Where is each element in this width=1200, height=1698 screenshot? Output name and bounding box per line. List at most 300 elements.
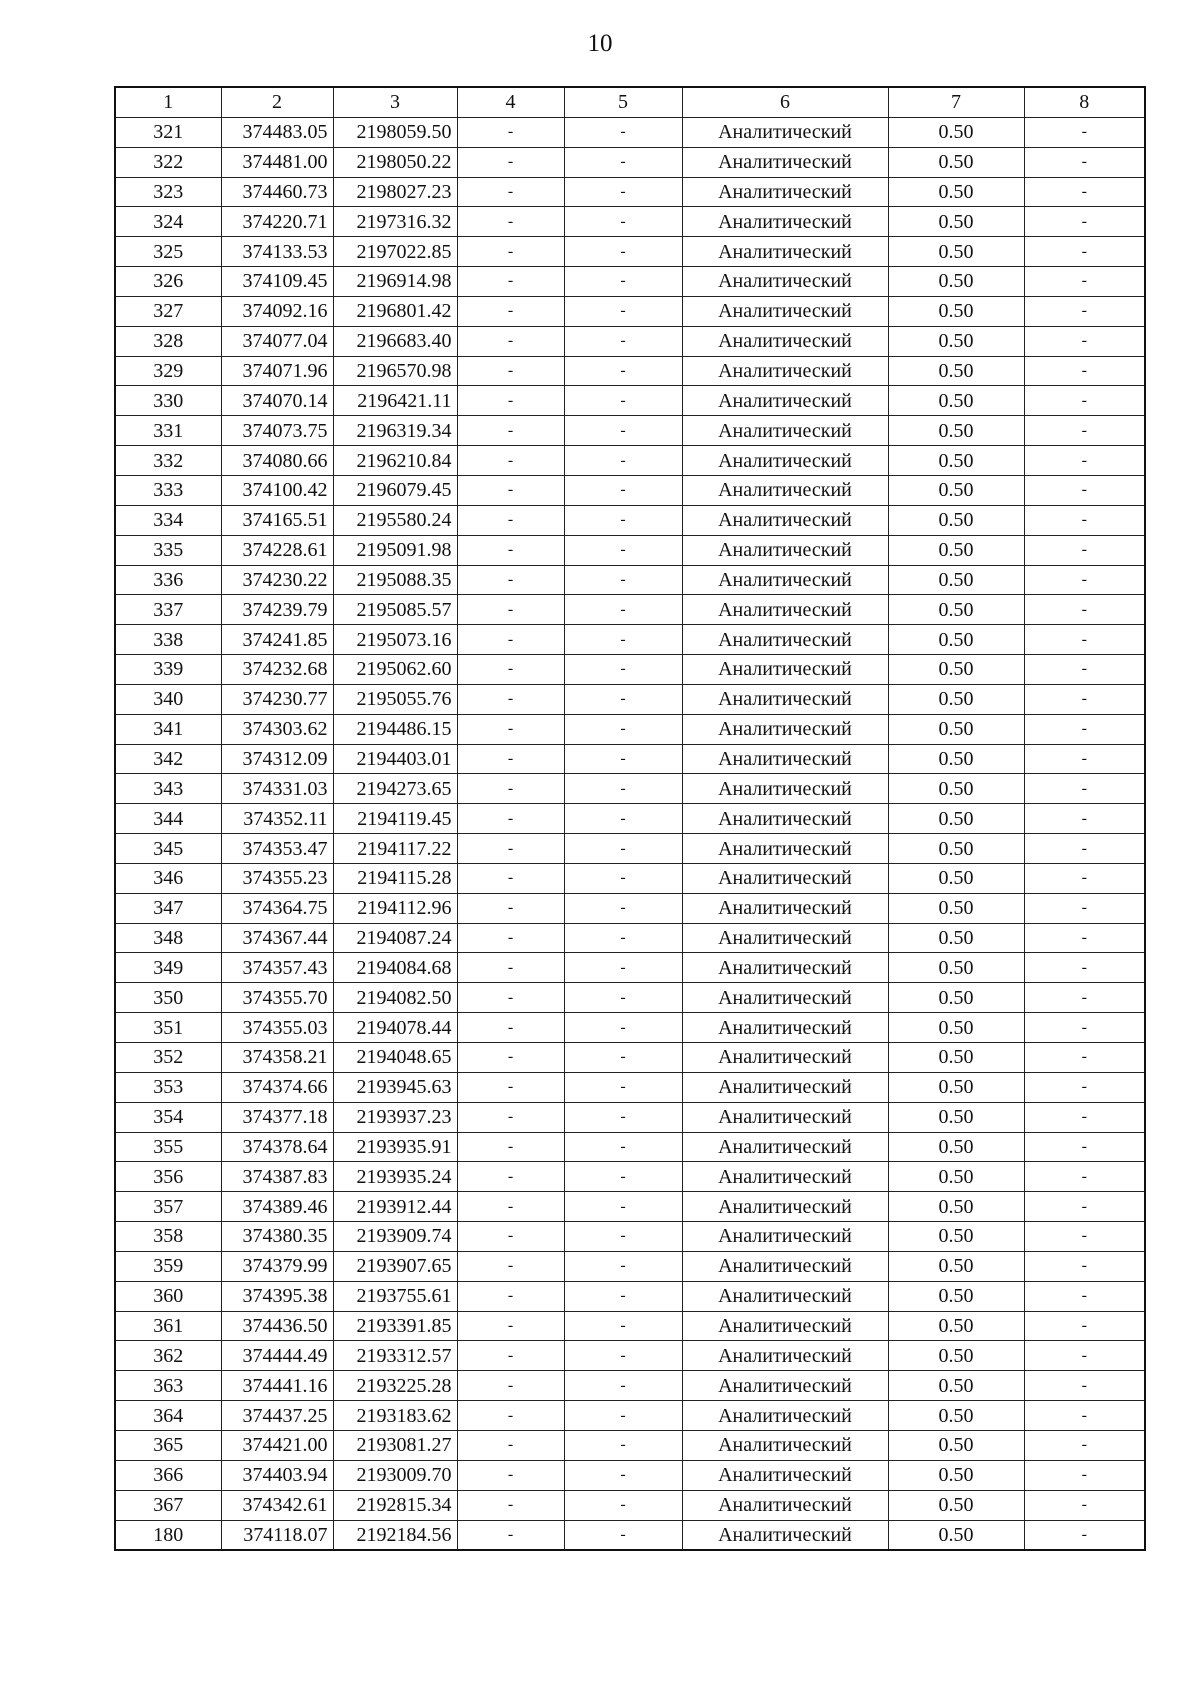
coord-x-cell: 374228.61 xyxy=(221,535,333,565)
accuracy-cell: 0.50 xyxy=(888,834,1024,864)
col-5-value-cell: - xyxy=(564,475,682,505)
point-number-cell: 349 xyxy=(115,953,221,983)
col-5-value-cell: - xyxy=(564,774,682,804)
table-row xyxy=(115,1072,1145,1102)
coord-x-cell: 374241.85 xyxy=(221,625,333,655)
point-number-cell: 346 xyxy=(115,863,221,893)
col-4-value-cell: - xyxy=(457,1192,564,1222)
accuracy-cell: 0.50 xyxy=(888,655,1024,685)
point-number-cell: 337 xyxy=(115,595,221,625)
accuracy-cell: 0.50 xyxy=(888,1013,1024,1043)
table-row xyxy=(115,1251,1145,1281)
table-row xyxy=(115,714,1145,744)
table-row xyxy=(115,1192,1145,1222)
col-4-value-cell: - xyxy=(457,356,564,386)
accuracy-cell: 0.50 xyxy=(888,774,1024,804)
method-cell: Аналитический xyxy=(682,953,888,983)
point-number-cell: 335 xyxy=(115,535,221,565)
column-header-5: 5 xyxy=(564,87,682,117)
col-4-value-cell: - xyxy=(457,475,564,505)
col-8-value-cell: - xyxy=(1024,535,1145,565)
point-number-cell: 357 xyxy=(115,1192,221,1222)
col-8-value-cell: - xyxy=(1024,446,1145,476)
coord-x-cell: 374165.51 xyxy=(221,505,333,535)
table-row xyxy=(115,1222,1145,1252)
table-row xyxy=(115,535,1145,565)
col-8-value-cell: - xyxy=(1024,1341,1145,1371)
col-5-value-cell: - xyxy=(564,1043,682,1073)
coord-x-cell: 374355.70 xyxy=(221,983,333,1013)
col-8-value-cell: - xyxy=(1024,117,1145,147)
coord-x-cell: 374395.38 xyxy=(221,1281,333,1311)
table-row xyxy=(115,834,1145,864)
col-5-value-cell: - xyxy=(564,834,682,864)
col-5-value-cell: - xyxy=(564,655,682,685)
point-number-cell: 338 xyxy=(115,625,221,655)
col-8-value-cell: - xyxy=(1024,1460,1145,1490)
col-5-value-cell: - xyxy=(564,505,682,535)
accuracy-cell: 0.50 xyxy=(888,714,1024,744)
table-row xyxy=(115,1132,1145,1162)
col-8-value-cell: - xyxy=(1024,1072,1145,1102)
coord-x-cell: 374421.00 xyxy=(221,1430,333,1460)
col-5-value-cell: - xyxy=(564,207,682,237)
table-row xyxy=(115,1371,1145,1401)
point-number-cell: 333 xyxy=(115,475,221,505)
col-4-value-cell: - xyxy=(457,1341,564,1371)
col-4-value-cell: - xyxy=(457,1311,564,1341)
coord-y-cell: 2194078.44 xyxy=(333,1013,457,1043)
point-number-cell: 341 xyxy=(115,714,221,744)
col-8-value-cell: - xyxy=(1024,1371,1145,1401)
column-header-8: 8 xyxy=(1024,87,1145,117)
coord-x-cell: 374387.83 xyxy=(221,1162,333,1192)
col-8-value-cell: - xyxy=(1024,923,1145,953)
method-cell: Аналитический xyxy=(682,1371,888,1401)
col-8-value-cell: - xyxy=(1024,804,1145,834)
col-5-value-cell: - xyxy=(564,1132,682,1162)
table-row xyxy=(115,207,1145,237)
accuracy-cell: 0.50 xyxy=(888,1371,1024,1401)
table-row xyxy=(115,1430,1145,1460)
point-number-cell: 362 xyxy=(115,1341,221,1371)
coord-y-cell: 2197022.85 xyxy=(333,237,457,267)
coord-x-cell: 374230.22 xyxy=(221,565,333,595)
coord-x-cell: 374133.53 xyxy=(221,237,333,267)
table-row xyxy=(115,237,1145,267)
col-4-value-cell: - xyxy=(457,1043,564,1073)
col-4-value-cell: - xyxy=(457,804,564,834)
col-8-value-cell: - xyxy=(1024,1311,1145,1341)
coord-y-cell: 2198027.23 xyxy=(333,177,457,207)
coord-y-cell: 2195085.57 xyxy=(333,595,457,625)
col-5-value-cell: - xyxy=(564,177,682,207)
coord-y-cell: 2193945.63 xyxy=(333,1072,457,1102)
table-row xyxy=(115,1460,1145,1490)
col-8-value-cell: - xyxy=(1024,356,1145,386)
method-cell: Аналитический xyxy=(682,1430,888,1460)
col-8-value-cell: - xyxy=(1024,326,1145,356)
method-cell: Аналитический xyxy=(682,893,888,923)
point-number-cell: 328 xyxy=(115,326,221,356)
coord-y-cell: 2196914.98 xyxy=(333,267,457,297)
method-cell: Аналитический xyxy=(682,834,888,864)
point-number-cell: 326 xyxy=(115,267,221,297)
table-row xyxy=(115,595,1145,625)
col-5-value-cell: - xyxy=(564,1192,682,1222)
accuracy-cell: 0.50 xyxy=(888,923,1024,953)
col-5-value-cell: - xyxy=(564,1460,682,1490)
col-8-value-cell: - xyxy=(1024,1222,1145,1252)
point-number-cell: 353 xyxy=(115,1072,221,1102)
table-row xyxy=(115,1013,1145,1043)
col-4-value-cell: - xyxy=(457,714,564,744)
table-row xyxy=(115,1102,1145,1132)
point-number-cell: 330 xyxy=(115,386,221,416)
coord-x-cell: 374355.23 xyxy=(221,863,333,893)
point-number-cell: 355 xyxy=(115,1132,221,1162)
point-number-cell: 366 xyxy=(115,1460,221,1490)
table-row xyxy=(115,386,1145,416)
coord-y-cell: 2196570.98 xyxy=(333,356,457,386)
method-cell: Аналитический xyxy=(682,983,888,1013)
coord-x-cell: 374444.49 xyxy=(221,1341,333,1371)
coord-y-cell: 2194048.65 xyxy=(333,1043,457,1073)
col-5-value-cell: - xyxy=(564,267,682,297)
method-cell: Аналитический xyxy=(682,147,888,177)
col-5-value-cell: - xyxy=(564,1520,682,1550)
accuracy-cell: 0.50 xyxy=(888,953,1024,983)
point-number-cell: 339 xyxy=(115,655,221,685)
coord-x-cell: 374483.05 xyxy=(221,117,333,147)
column-header-1: 1 xyxy=(115,87,221,117)
col-8-value-cell: - xyxy=(1024,1162,1145,1192)
point-number-cell: 323 xyxy=(115,177,221,207)
col-8-value-cell: - xyxy=(1024,416,1145,446)
point-number-cell: 329 xyxy=(115,356,221,386)
col-4-value-cell: - xyxy=(457,1013,564,1043)
point-number-cell: 363 xyxy=(115,1371,221,1401)
method-cell: Аналитический xyxy=(682,505,888,535)
col-5-value-cell: - xyxy=(564,1311,682,1341)
col-8-value-cell: - xyxy=(1024,296,1145,326)
col-8-value-cell: - xyxy=(1024,893,1145,923)
col-4-value-cell: - xyxy=(457,117,564,147)
coord-x-cell: 374436.50 xyxy=(221,1311,333,1341)
col-5-value-cell: - xyxy=(564,863,682,893)
point-number-cell: 360 xyxy=(115,1281,221,1311)
coord-x-cell: 374312.09 xyxy=(221,744,333,774)
coordinates-table xyxy=(114,86,1146,1551)
method-cell: Аналитический xyxy=(682,416,888,446)
point-number-cell: 347 xyxy=(115,893,221,923)
col-4-value-cell: - xyxy=(457,207,564,237)
col-8-value-cell: - xyxy=(1024,774,1145,804)
coord-x-cell: 374071.96 xyxy=(221,356,333,386)
method-cell: Аналитический xyxy=(682,565,888,595)
col-5-value-cell: - xyxy=(564,1401,682,1431)
col-4-value-cell: - xyxy=(457,1162,564,1192)
accuracy-cell: 0.50 xyxy=(888,625,1024,655)
col-8-value-cell: - xyxy=(1024,744,1145,774)
col-4-value-cell: - xyxy=(457,953,564,983)
col-4-value-cell: - xyxy=(457,744,564,774)
col-5-value-cell: - xyxy=(564,1222,682,1252)
col-4-value-cell: - xyxy=(457,535,564,565)
col-8-value-cell: - xyxy=(1024,475,1145,505)
coord-x-cell: 374220.71 xyxy=(221,207,333,237)
col-8-value-cell: - xyxy=(1024,595,1145,625)
point-number-cell: 332 xyxy=(115,446,221,476)
col-4-value-cell: - xyxy=(457,595,564,625)
coord-x-cell: 374379.99 xyxy=(221,1251,333,1281)
coord-x-cell: 374380.35 xyxy=(221,1222,333,1252)
method-cell: Аналитический xyxy=(682,207,888,237)
coord-y-cell: 2194082.50 xyxy=(333,983,457,1013)
point-number-cell: 361 xyxy=(115,1311,221,1341)
coord-x-cell: 374374.66 xyxy=(221,1072,333,1102)
coord-y-cell: 2194119.45 xyxy=(333,804,457,834)
col-8-value-cell: - xyxy=(1024,1520,1145,1550)
col-5-value-cell: - xyxy=(564,684,682,714)
col-4-value-cell: - xyxy=(457,267,564,297)
column-header-7: 7 xyxy=(888,87,1024,117)
col-4-value-cell: - xyxy=(457,625,564,655)
point-number-cell: 359 xyxy=(115,1251,221,1281)
accuracy-cell: 0.50 xyxy=(888,804,1024,834)
col-5-value-cell: - xyxy=(564,714,682,744)
table-row xyxy=(115,117,1145,147)
coord-y-cell: 2196210.84 xyxy=(333,446,457,476)
method-cell: Аналитический xyxy=(682,475,888,505)
method-cell: Аналитический xyxy=(682,446,888,476)
table-row xyxy=(115,744,1145,774)
coord-x-cell: 374460.73 xyxy=(221,177,333,207)
col-4-value-cell: - xyxy=(457,1490,564,1520)
table-row xyxy=(115,863,1145,893)
col-5-value-cell: - xyxy=(564,744,682,774)
col-4-value-cell: - xyxy=(457,177,564,207)
coord-x-cell: 374364.75 xyxy=(221,893,333,923)
coord-y-cell: 2193391.85 xyxy=(333,1311,457,1341)
col-8-value-cell: - xyxy=(1024,1013,1145,1043)
method-cell: Аналитический xyxy=(682,1281,888,1311)
coord-y-cell: 2194486.15 xyxy=(333,714,457,744)
method-cell: Аналитический xyxy=(682,714,888,744)
column-header-2: 2 xyxy=(221,87,333,117)
point-number-cell: 367 xyxy=(115,1490,221,1520)
method-cell: Аналитический xyxy=(682,684,888,714)
accuracy-cell: 0.50 xyxy=(888,1311,1024,1341)
point-number-cell: 327 xyxy=(115,296,221,326)
accuracy-cell: 0.50 xyxy=(888,475,1024,505)
point-number-cell: 356 xyxy=(115,1162,221,1192)
method-cell: Аналитический xyxy=(682,655,888,685)
coord-y-cell: 2193935.91 xyxy=(333,1132,457,1162)
col-5-value-cell: - xyxy=(564,953,682,983)
table-row xyxy=(115,1401,1145,1431)
col-5-value-cell: - xyxy=(564,1251,682,1281)
coord-y-cell: 2195062.60 xyxy=(333,655,457,685)
col-4-value-cell: - xyxy=(457,1520,564,1550)
coord-y-cell: 2193009.70 xyxy=(333,1460,457,1490)
method-cell: Аналитический xyxy=(682,326,888,356)
col-5-value-cell: - xyxy=(564,237,682,267)
col-4-value-cell: - xyxy=(457,655,564,685)
coord-y-cell: 2195073.16 xyxy=(333,625,457,655)
accuracy-cell: 0.50 xyxy=(888,744,1024,774)
col-4-value-cell: - xyxy=(457,863,564,893)
coord-x-cell: 374367.44 xyxy=(221,923,333,953)
method-cell: Аналитический xyxy=(682,863,888,893)
method-cell: Аналитический xyxy=(682,595,888,625)
col-5-value-cell: - xyxy=(564,1162,682,1192)
coord-x-cell: 374342.61 xyxy=(221,1490,333,1520)
accuracy-cell: 0.50 xyxy=(888,237,1024,267)
col-4-value-cell: - xyxy=(457,147,564,177)
coord-y-cell: 2193937.23 xyxy=(333,1102,457,1132)
coord-x-cell: 374403.94 xyxy=(221,1460,333,1490)
method-cell: Аналитический xyxy=(682,386,888,416)
method-cell: Аналитический xyxy=(682,1132,888,1162)
accuracy-cell: 0.50 xyxy=(888,356,1024,386)
coord-y-cell: 2194087.24 xyxy=(333,923,457,953)
col-5-value-cell: - xyxy=(564,923,682,953)
col-8-value-cell: - xyxy=(1024,834,1145,864)
page-number: 10 xyxy=(587,30,613,57)
col-5-value-cell: - xyxy=(564,535,682,565)
method-cell: Аналитический xyxy=(682,1520,888,1550)
coord-y-cell: 2195055.76 xyxy=(333,684,457,714)
accuracy-cell: 0.50 xyxy=(888,1162,1024,1192)
point-number-cell: 352 xyxy=(115,1043,221,1073)
accuracy-cell: 0.50 xyxy=(888,893,1024,923)
point-number-cell: 322 xyxy=(115,147,221,177)
method-cell: Аналитический xyxy=(682,804,888,834)
accuracy-cell: 0.50 xyxy=(888,1281,1024,1311)
method-cell: Аналитический xyxy=(682,1311,888,1341)
method-cell: Аналитический xyxy=(682,1162,888,1192)
method-cell: Аналитический xyxy=(682,1102,888,1132)
coord-y-cell: 2195091.98 xyxy=(333,535,457,565)
accuracy-cell: 0.50 xyxy=(888,983,1024,1013)
table-row xyxy=(115,684,1145,714)
col-8-value-cell: - xyxy=(1024,983,1145,1013)
table-row xyxy=(115,923,1145,953)
method-cell: Аналитический xyxy=(682,535,888,565)
col-8-value-cell: - xyxy=(1024,386,1145,416)
coord-x-cell: 374100.42 xyxy=(221,475,333,505)
point-number-cell: 364 xyxy=(115,1401,221,1431)
col-4-value-cell: - xyxy=(457,505,564,535)
table-row xyxy=(115,1520,1145,1550)
point-number-cell: 354 xyxy=(115,1102,221,1132)
col-4-value-cell: - xyxy=(457,1251,564,1281)
col-4-value-cell: - xyxy=(457,386,564,416)
col-4-value-cell: - xyxy=(457,834,564,864)
coord-x-cell: 374073.75 xyxy=(221,416,333,446)
col-8-value-cell: - xyxy=(1024,237,1145,267)
method-cell: Аналитический xyxy=(682,774,888,804)
point-number-cell: 348 xyxy=(115,923,221,953)
column-header-6: 6 xyxy=(682,87,888,117)
coord-x-cell: 374080.66 xyxy=(221,446,333,476)
col-4-value-cell: - xyxy=(457,1430,564,1460)
accuracy-cell: 0.50 xyxy=(888,177,1024,207)
coord-x-cell: 374118.07 xyxy=(221,1520,333,1550)
table-row xyxy=(115,774,1145,804)
coord-x-cell: 374230.77 xyxy=(221,684,333,714)
accuracy-cell: 0.50 xyxy=(888,1520,1024,1550)
col-8-value-cell: - xyxy=(1024,625,1145,655)
column-header-4: 4 xyxy=(457,87,564,117)
col-8-value-cell: - xyxy=(1024,505,1145,535)
col-4-value-cell: - xyxy=(457,983,564,1013)
method-cell: Аналитический xyxy=(682,923,888,953)
col-8-value-cell: - xyxy=(1024,177,1145,207)
coord-x-cell: 374232.68 xyxy=(221,655,333,685)
col-5-value-cell: - xyxy=(564,1371,682,1401)
coord-x-cell: 374239.79 xyxy=(221,595,333,625)
col-5-value-cell: - xyxy=(564,893,682,923)
col-4-value-cell: - xyxy=(457,565,564,595)
coord-x-cell: 374077.04 xyxy=(221,326,333,356)
accuracy-cell: 0.50 xyxy=(888,1222,1024,1252)
table-row xyxy=(115,475,1145,505)
table-row xyxy=(115,655,1145,685)
method-cell: Аналитический xyxy=(682,744,888,774)
accuracy-cell: 0.50 xyxy=(888,1430,1024,1460)
col-8-value-cell: - xyxy=(1024,714,1145,744)
method-cell: Аналитический xyxy=(682,1490,888,1520)
table-row xyxy=(115,1162,1145,1192)
coord-y-cell: 2196319.34 xyxy=(333,416,457,446)
coord-x-cell: 374481.00 xyxy=(221,147,333,177)
point-number-cell: 351 xyxy=(115,1013,221,1043)
col-4-value-cell: - xyxy=(457,326,564,356)
accuracy-cell: 0.50 xyxy=(888,1460,1024,1490)
table-row xyxy=(115,505,1145,535)
accuracy-cell: 0.50 xyxy=(888,863,1024,893)
accuracy-cell: 0.50 xyxy=(888,1341,1024,1371)
col-8-value-cell: - xyxy=(1024,655,1145,685)
coord-x-cell: 374070.14 xyxy=(221,386,333,416)
col-8-value-cell: - xyxy=(1024,1192,1145,1222)
coord-y-cell: 2194084.68 xyxy=(333,953,457,983)
point-number-cell: 336 xyxy=(115,565,221,595)
coord-x-cell: 374377.18 xyxy=(221,1102,333,1132)
coord-y-cell: 2198059.50 xyxy=(333,117,457,147)
accuracy-cell: 0.50 xyxy=(888,1192,1024,1222)
coord-y-cell: 2196801.42 xyxy=(333,296,457,326)
col-8-value-cell: - xyxy=(1024,1132,1145,1162)
table-body xyxy=(115,117,1145,1550)
col-8-value-cell: - xyxy=(1024,863,1145,893)
method-cell: Аналитический xyxy=(682,1460,888,1490)
accuracy-cell: 0.50 xyxy=(888,416,1024,446)
col-8-value-cell: - xyxy=(1024,207,1145,237)
table-row xyxy=(115,1043,1145,1073)
col-4-value-cell: - xyxy=(457,1132,564,1162)
method-cell: Аналитический xyxy=(682,1401,888,1431)
col-5-value-cell: - xyxy=(564,117,682,147)
point-number-cell: 325 xyxy=(115,237,221,267)
method-cell: Аналитический xyxy=(682,1192,888,1222)
col-5-value-cell: - xyxy=(564,983,682,1013)
table-row xyxy=(115,953,1145,983)
col-5-value-cell: - xyxy=(564,147,682,177)
table-row xyxy=(115,416,1145,446)
